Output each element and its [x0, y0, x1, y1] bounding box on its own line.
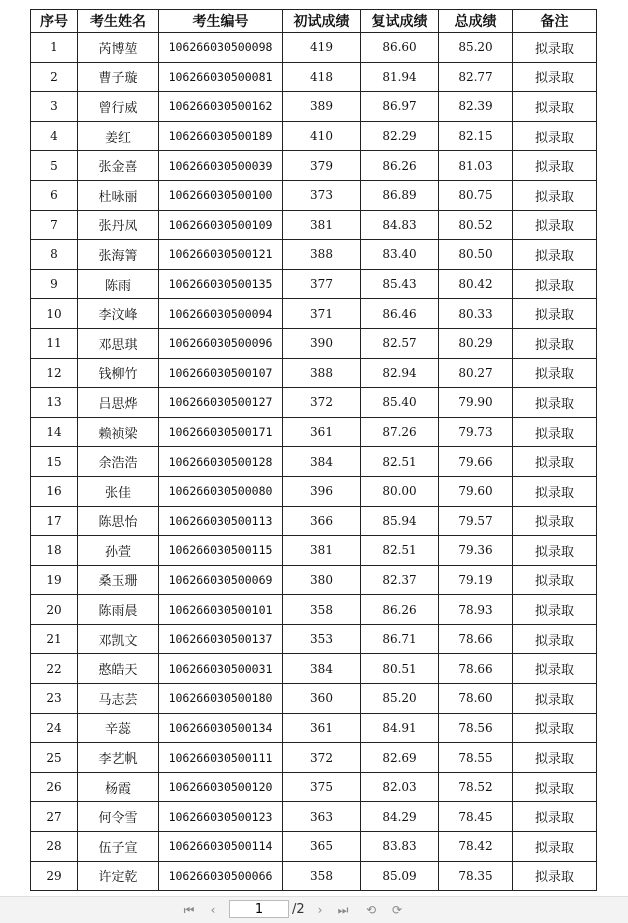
- table-row: [31, 417, 597, 447]
- cell-total-score: 78.66: [439, 654, 513, 684]
- admission-score-table: [30, 9, 597, 891]
- cell-name: 陈思怡: [78, 506, 159, 536]
- cell-prelim-score: 390: [283, 328, 361, 358]
- cell-candidate-id: 106266030500162: [159, 92, 283, 122]
- cell-note: 拟录取: [513, 210, 597, 240]
- cell-index: 7: [31, 210, 78, 240]
- header-total-score: 总成绩: [439, 10, 513, 33]
- cell-prelim-score: 363: [283, 802, 361, 832]
- cell-candidate-id: 106266030500135: [159, 269, 283, 299]
- cell-name: 钱柳竹: [78, 358, 159, 388]
- table-row: [31, 210, 597, 240]
- table-row: [31, 713, 597, 743]
- cell-name: 曾行威: [78, 92, 159, 122]
- cell-index: 14: [31, 417, 78, 447]
- cell-name: 辛蕊: [78, 713, 159, 743]
- table-row: [31, 269, 597, 299]
- cell-prelim-score: 384: [283, 447, 361, 477]
- cell-note: 拟录取: [513, 506, 597, 536]
- cell-name: 杜咏丽: [78, 180, 159, 210]
- table-row: [31, 358, 597, 388]
- cell-candidate-id: 106266030500189: [159, 121, 283, 151]
- cell-retest-score: 82.51: [361, 536, 439, 566]
- cell-index: 3: [31, 92, 78, 122]
- cell-prelim-score: 384: [283, 654, 361, 684]
- table-row: [31, 772, 597, 802]
- cell-retest-score: 87.26: [361, 417, 439, 447]
- cell-note: 拟录取: [513, 33, 597, 63]
- cell-note: 拟录取: [513, 565, 597, 595]
- cell-total-score: 80.29: [439, 328, 513, 358]
- next-page-icon[interactable]: ›: [317, 903, 323, 917]
- cell-prelim-score: 353: [283, 624, 361, 654]
- table-row: [31, 180, 597, 210]
- cell-total-score: 79.36: [439, 536, 513, 566]
- table-row: [31, 92, 597, 122]
- cell-index: 4: [31, 121, 78, 151]
- cell-name: 伍子宣: [78, 832, 159, 862]
- cell-name: 何令雪: [78, 802, 159, 832]
- cell-prelim-score: 388: [283, 358, 361, 388]
- cell-note: 拟录取: [513, 832, 597, 862]
- cell-prelim-score: 379: [283, 151, 361, 181]
- cell-retest-score: 83.83: [361, 832, 439, 862]
- cell-name: 邓思琪: [78, 328, 159, 358]
- cell-candidate-id: 106266030500128: [159, 447, 283, 477]
- cell-total-score: 78.55: [439, 743, 513, 773]
- table-body: [31, 33, 597, 891]
- cell-retest-score: 82.29: [361, 121, 439, 151]
- cell-retest-score: 85.94: [361, 506, 439, 536]
- cell-name: 张海箐: [78, 240, 159, 270]
- cell-total-score: 78.42: [439, 832, 513, 862]
- cell-candidate-id: 106266030500180: [159, 684, 283, 714]
- cell-retest-score: 86.26: [361, 595, 439, 625]
- cell-prelim-score: 410: [283, 121, 361, 151]
- cell-index: 1: [31, 33, 78, 63]
- page-number-input[interactable]: [229, 900, 289, 918]
- cell-total-score: 78.93: [439, 595, 513, 625]
- cell-retest-score: 81.94: [361, 62, 439, 92]
- prev-page-icon[interactable]: ‹: [210, 903, 216, 917]
- cell-total-score: 78.66: [439, 624, 513, 654]
- table-row: [31, 328, 597, 358]
- cell-total-score: 78.56: [439, 713, 513, 743]
- cell-name: 张佳: [78, 476, 159, 506]
- cell-name: 张金喜: [78, 151, 159, 181]
- cell-name: 马志芸: [78, 684, 159, 714]
- cell-retest-score: 82.51: [361, 447, 439, 477]
- cell-total-score: 82.39: [439, 92, 513, 122]
- header-candidate-id: 考生编号: [159, 10, 283, 33]
- cell-note: 拟录取: [513, 62, 597, 92]
- cell-prelim-score: 371: [283, 299, 361, 329]
- cell-total-score: 79.73: [439, 417, 513, 447]
- cell-retest-score: 82.94: [361, 358, 439, 388]
- cell-candidate-id: 106266030500107: [159, 358, 283, 388]
- cell-total-score: 80.33: [439, 299, 513, 329]
- cell-name: 吕思烨: [78, 388, 159, 418]
- header-index: 序号: [31, 10, 78, 33]
- table-row: [31, 684, 597, 714]
- table-row: [31, 476, 597, 506]
- table-row: [31, 624, 597, 654]
- cell-candidate-id: 106266030500096: [159, 328, 283, 358]
- cell-candidate-id: 106266030500114: [159, 832, 283, 862]
- cell-candidate-id: 106266030500094: [159, 299, 283, 329]
- cell-prelim-score: 396: [283, 476, 361, 506]
- cell-prelim-score: 375: [283, 772, 361, 802]
- cell-index: 5: [31, 151, 78, 181]
- cell-candidate-id: 106266030500098: [159, 33, 283, 63]
- cell-prelim-score: 381: [283, 536, 361, 566]
- cell-retest-score: 80.51: [361, 654, 439, 684]
- cell-candidate-id: 106266030500081: [159, 62, 283, 92]
- cell-total-score: 82.77: [439, 62, 513, 92]
- cell-note: 拟录取: [513, 476, 597, 506]
- cell-index: 22: [31, 654, 78, 684]
- cell-retest-score: 86.46: [361, 299, 439, 329]
- cell-name: 李艺帆: [78, 743, 159, 773]
- table-row: [31, 299, 597, 329]
- table-row: [31, 506, 597, 536]
- cell-retest-score: 84.91: [361, 713, 439, 743]
- cell-prelim-score: 381: [283, 210, 361, 240]
- cell-note: 拟录取: [513, 388, 597, 418]
- page-total-label: /2: [292, 902, 305, 917]
- cell-index: 23: [31, 684, 78, 714]
- cell-retest-score: 85.43: [361, 269, 439, 299]
- cell-retest-score: 82.03: [361, 772, 439, 802]
- cell-note: 拟录取: [513, 92, 597, 122]
- cell-candidate-id: 106266030500113: [159, 506, 283, 536]
- cell-candidate-id: 106266030500039: [159, 151, 283, 181]
- cell-index: 9: [31, 269, 78, 299]
- cell-total-score: 78.60: [439, 684, 513, 714]
- cell-prelim-score: 366: [283, 506, 361, 536]
- cell-total-score: 78.45: [439, 802, 513, 832]
- cell-candidate-id: 106266030500121: [159, 240, 283, 270]
- cell-index: 20: [31, 595, 78, 625]
- table-row: [31, 654, 597, 684]
- cell-prelim-score: 365: [283, 832, 361, 862]
- cell-note: 拟录取: [513, 654, 597, 684]
- cell-total-score: 80.27: [439, 358, 513, 388]
- cell-index: 12: [31, 358, 78, 388]
- first-page-icon[interactable]: ⏮: [183, 903, 195, 917]
- cell-retest-score: 85.20: [361, 684, 439, 714]
- cell-prelim-score: 372: [283, 743, 361, 773]
- table-row: [31, 121, 597, 151]
- cell-total-score: 80.42: [439, 269, 513, 299]
- cell-note: 拟录取: [513, 269, 597, 299]
- cell-prelim-score: 361: [283, 417, 361, 447]
- cell-candidate-id: 106266030500069: [159, 565, 283, 595]
- cell-note: 拟录取: [513, 417, 597, 447]
- cell-retest-score: 80.00: [361, 476, 439, 506]
- table-row: [31, 536, 597, 566]
- cell-candidate-id: 106266030500115: [159, 536, 283, 566]
- cell-note: 拟录取: [513, 240, 597, 270]
- cell-retest-score: 86.26: [361, 151, 439, 181]
- last-page-icon[interactable]: ⏭: [337, 903, 349, 917]
- cell-total-score: 79.19: [439, 565, 513, 595]
- cell-candidate-id: 106266030500111: [159, 743, 283, 773]
- table-row: [31, 565, 597, 595]
- cell-name: 李汶峰: [78, 299, 159, 329]
- cell-prelim-score: 380: [283, 565, 361, 595]
- cell-prelim-score: 372: [283, 388, 361, 418]
- cell-index: 13: [31, 388, 78, 418]
- header-retest-score: 复试成绩: [361, 10, 439, 33]
- cell-prelim-score: 388: [283, 240, 361, 270]
- cell-note: 拟录取: [513, 802, 597, 832]
- cell-index: 8: [31, 240, 78, 270]
- cell-total-score: 81.03: [439, 151, 513, 181]
- cell-note: 拟录取: [513, 328, 597, 358]
- cell-index: 16: [31, 476, 78, 506]
- cell-retest-score: 86.60: [361, 33, 439, 63]
- table-row: [31, 861, 597, 891]
- cell-retest-score: 86.97: [361, 92, 439, 122]
- cell-total-score: 79.57: [439, 506, 513, 536]
- cell-retest-score: 83.40: [361, 240, 439, 270]
- cell-total-score: 78.35: [439, 861, 513, 891]
- cell-name: 赖祯梁: [78, 417, 159, 447]
- cell-retest-score: 86.71: [361, 624, 439, 654]
- table-row: [31, 33, 597, 63]
- cell-candidate-id: 106266030500031: [159, 654, 283, 684]
- cell-note: 拟录取: [513, 358, 597, 388]
- cell-prelim-score: 358: [283, 861, 361, 891]
- table-row: [31, 832, 597, 862]
- cell-candidate-id: 106266030500134: [159, 713, 283, 743]
- cell-prelim-score: 418: [283, 62, 361, 92]
- cell-name: 陈雨晨: [78, 595, 159, 625]
- table-row: [31, 388, 597, 418]
- cell-name: 芮博堃: [78, 33, 159, 63]
- cell-name: 桑玉珊: [78, 565, 159, 595]
- cell-note: 拟录取: [513, 684, 597, 714]
- pdf-page-toolbar: [0, 896, 628, 923]
- cell-prelim-score: 377: [283, 269, 361, 299]
- cell-name: 姜红: [78, 121, 159, 151]
- header-name: 考生姓名: [78, 10, 159, 33]
- table-header-row: [31, 10, 597, 33]
- cell-retest-score: 82.69: [361, 743, 439, 773]
- cell-name: 许定乾: [78, 861, 159, 891]
- cell-note: 拟录取: [513, 121, 597, 151]
- cell-index: 10: [31, 299, 78, 329]
- header-prelim-score: 初试成绩: [283, 10, 361, 33]
- table-row: [31, 595, 597, 625]
- cell-candidate-id: 106266030500127: [159, 388, 283, 418]
- cell-index: 11: [31, 328, 78, 358]
- cell-index: 17: [31, 506, 78, 536]
- cell-note: 拟录取: [513, 447, 597, 477]
- cell-note: 拟录取: [513, 151, 597, 181]
- cell-total-score: 82.15: [439, 121, 513, 151]
- cell-index: 25: [31, 743, 78, 773]
- cell-prelim-score: 419: [283, 33, 361, 63]
- cell-note: 拟录取: [513, 595, 597, 625]
- cell-index: 2: [31, 62, 78, 92]
- cell-index: 21: [31, 624, 78, 654]
- cell-name: 憨皓天: [78, 654, 159, 684]
- cell-retest-score: 84.29: [361, 802, 439, 832]
- cell-index: 24: [31, 713, 78, 743]
- cell-prelim-score: 358: [283, 595, 361, 625]
- cell-index: 6: [31, 180, 78, 210]
- cell-candidate-id: 106266030500101: [159, 595, 283, 625]
- cell-retest-score: 84.83: [361, 210, 439, 240]
- cell-prelim-score: 361: [283, 713, 361, 743]
- cell-name: 余浩浩: [78, 447, 159, 477]
- cell-candidate-id: 106266030500066: [159, 861, 283, 891]
- cell-name: 孙萱: [78, 536, 159, 566]
- cell-name: 杨霞: [78, 772, 159, 802]
- cell-retest-score: 82.37: [361, 565, 439, 595]
- cell-name: 陈雨: [78, 269, 159, 299]
- cell-candidate-id: 106266030500100: [159, 180, 283, 210]
- cell-candidate-id: 106266030500080: [159, 476, 283, 506]
- cell-total-score: 85.20: [439, 33, 513, 63]
- cell-name: 张丹凤: [78, 210, 159, 240]
- cell-retest-score: 85.09: [361, 861, 439, 891]
- cell-retest-score: 85.40: [361, 388, 439, 418]
- table-row: [31, 151, 597, 181]
- cell-candidate-id: 106266030500109: [159, 210, 283, 240]
- cell-total-score: 79.90: [439, 388, 513, 418]
- cell-candidate-id: 106266030500171: [159, 417, 283, 447]
- cell-total-score: 79.60: [439, 476, 513, 506]
- table-row: [31, 447, 597, 477]
- cell-total-score: 79.66: [439, 447, 513, 477]
- header-note: 备注: [513, 10, 597, 33]
- table-row: [31, 802, 597, 832]
- cell-note: 拟录取: [513, 861, 597, 891]
- cell-candidate-id: 106266030500120: [159, 772, 283, 802]
- cell-total-score: 80.50: [439, 240, 513, 270]
- table-row: [31, 62, 597, 92]
- cell-note: 拟录取: [513, 536, 597, 566]
- rotate-left-icon[interactable]: ⟲: [365, 903, 377, 917]
- cell-total-score: 78.52: [439, 772, 513, 802]
- table-row: [31, 240, 597, 270]
- cell-total-score: 80.75: [439, 180, 513, 210]
- cell-name: 邓凯文: [78, 624, 159, 654]
- cell-index: 18: [31, 536, 78, 566]
- cell-prelim-score: 389: [283, 92, 361, 122]
- cell-retest-score: 82.57: [361, 328, 439, 358]
- table-row: [31, 743, 597, 773]
- cell-note: 拟录取: [513, 743, 597, 773]
- cell-prelim-score: 360: [283, 684, 361, 714]
- cell-prelim-score: 373: [283, 180, 361, 210]
- rotate-right-icon[interactable]: ⟳: [391, 903, 403, 917]
- cell-name: 曹子璇: [78, 62, 159, 92]
- cell-index: 28: [31, 832, 78, 862]
- cell-candidate-id: 106266030500123: [159, 802, 283, 832]
- cell-index: 29: [31, 861, 78, 891]
- cell-note: 拟录取: [513, 772, 597, 802]
- cell-note: 拟录取: [513, 299, 597, 329]
- cell-note: 拟录取: [513, 624, 597, 654]
- cell-note: 拟录取: [513, 180, 597, 210]
- cell-note: 拟录取: [513, 713, 597, 743]
- cell-total-score: 80.52: [439, 210, 513, 240]
- cell-retest-score: 86.89: [361, 180, 439, 210]
- cell-candidate-id: 106266030500137: [159, 624, 283, 654]
- cell-index: 26: [31, 772, 78, 802]
- cell-index: 27: [31, 802, 78, 832]
- cell-index: 15: [31, 447, 78, 477]
- cell-index: 19: [31, 565, 78, 595]
